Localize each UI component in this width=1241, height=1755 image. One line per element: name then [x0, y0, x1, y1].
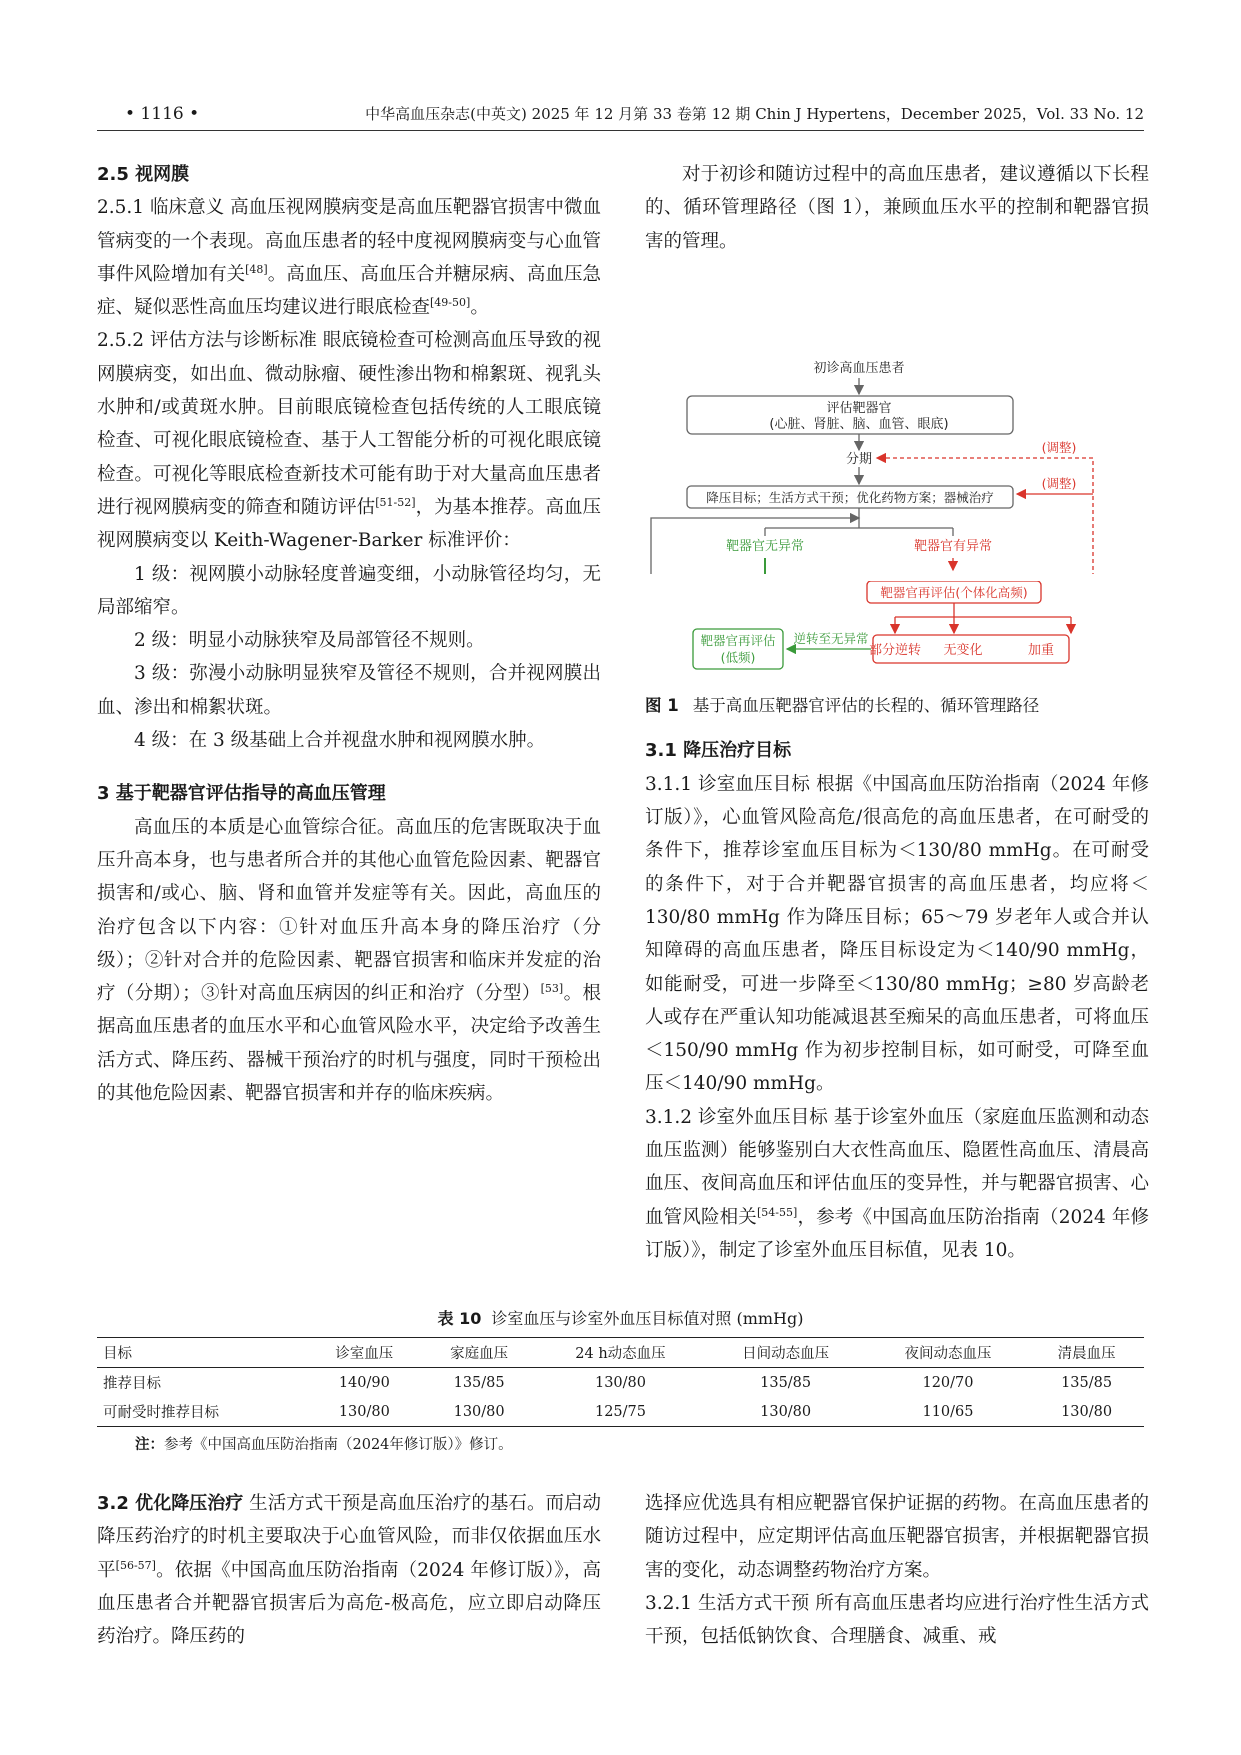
- table-cell: 可耐受时推荐目标: [103, 1405, 219, 1421]
- section-2-5-title: 2.5 视网膜: [97, 164, 190, 185]
- grade-4: 4 级：在 3 级基础上合并视盘水肿和视网膜水肿。: [134, 730, 546, 752]
- node-treatment: 降压目标；生活方式干预；优化药物方案；器械治疗: [706, 489, 994, 505]
- page-number: • 1116 •: [125, 104, 200, 124]
- table-10: [97, 1306, 1144, 1454]
- paragraph-3-1-2: 3.1.2 诊室外血压目标 基于诊室外血压（家庭血压监测和动态血压监测）能够鉴别白大衣性高血压、隐匿性高血压、清晨高血压、夜间高血压和评估血压的变异性，并与靶器官损害、心血管风险相关[54-55]，参考《中国高血压防治指南（2024 年修订版）》，制定了诊室外血压目标值，见表 10。: [645, 1106, 1149, 1261]
- intro-paragraph: 对于初诊和随访过程中的高血压患者，建议遵循以下长程的、循环管理路径（图 1），兼顾血压水平的控制和靶器官损害的管理。: [645, 164, 1149, 252]
- node-abnormality: 靶器官有异常: [913, 538, 993, 554]
- right-column: [645, 158, 1149, 1267]
- running-header: [97, 100, 1144, 131]
- node-start: 初诊高血压患者: [813, 360, 905, 376]
- paragraph-2-5-2: 2.5.2 评估方法与诊断标准 眼底镜检查可检测高血压导致的视网膜病变，如出血、微动脉瘤、硬性渗出物和棉絮斑、视乳头水肿和/或黄斑水肿。目前眼底镜检查包括传统的人工眼底镜检查、可视化眼底镜检查、基于人工智能分析的可视化眼底镜检查。可视化等眼底检查新技术可能有助于对大量高血压患者进行视网膜病变的筛查和随访评估[51-52]，为基本推荐。高血压视网膜病变以 Keith-Wagener-Barker 标准评价：: [97, 330, 601, 552]
- table-cell: 135/85: [1061, 1374, 1113, 1391]
- section-3-1-title: 3.1 降压治疗目标: [645, 740, 792, 762]
- grade-1: 1 级：视网膜小动脉轻度普遍变细，小动脉管径均匀，无局部缩窄。: [97, 563, 601, 618]
- node-stage: 分期: [845, 451, 873, 467]
- table-cell: 130/80: [453, 1403, 505, 1420]
- table-cell: 125/75: [594, 1403, 646, 1420]
- table-header-row: [97, 1338, 1144, 1368]
- node-partial-reverse: 部分逆转: [868, 643, 922, 659]
- bp-target-table: [97, 1337, 1144, 1427]
- node-reevaluate-high: 靶器官再评估(个体化高频): [880, 585, 1028, 601]
- table-header: 24 h动态血压: [575, 1346, 666, 1362]
- table-cell: 130/80: [338, 1403, 390, 1420]
- node-no-change: 无变化: [943, 643, 983, 659]
- bottom-right-column: [645, 1487, 1149, 1653]
- table-cell: 130/80: [1061, 1403, 1113, 1420]
- table-row: [97, 1397, 1144, 1427]
- section-3-title: 3 基于靶器官评估指导的高血压管理: [97, 783, 386, 805]
- flowchart: [645, 270, 1149, 574]
- table-header: 日间动态血压: [742, 1346, 830, 1362]
- label-adjust-1: (调整): [1041, 439, 1077, 455]
- table-cell: 130/80: [760, 1403, 812, 1420]
- paragraph-3-2-cont: 选择应优选具有相应靶器官保护证据的药物。在高血压患者的随访过程中，应定期评估高血压靶器官损害，并根据靶器官损害的变化，动态调整药物治疗方案。: [645, 1493, 1149, 1581]
- grade-2: 2 级：明显小动脉狭窄及局部管径不规则。: [134, 630, 485, 652]
- figure-1: [645, 270, 1149, 723]
- label-adjust-2: (调整): [1041, 475, 1077, 491]
- paragraph-3-2: 3.2 优化降压治疗 生活方式干预是高血压治疗的基石。而启动降压药治疗的时机主要取决于心血管风险，而非仅依据血压水平[56-57]。依据《中国高血压防治指南（2024 年修订版）》，高血压患者合并靶器官损害后为高危-极高危，应立即启动降压药治疗。降压药的: [97, 1493, 601, 1648]
- paragraph-3-2-1: 3.2.1 生活方式干预 所有高血压患者均应进行治疗性生活方式干预，包括低钠饮食、合理膳食、减重、戒: [645, 1592, 1149, 1648]
- table-cell: 110/65: [922, 1403, 974, 1420]
- table-header: 夜间动态血压: [904, 1346, 992, 1362]
- node-evaluate-title: 评估靶器官: [826, 400, 892, 416]
- paragraph-2-5-1: 2.5.1 临床意义 高血压视网膜病变是高血压靶器官损害中微血管病变的一个表现。高血压患者的轻中度视网膜病变与心血管事件风险增加有关[48]。高血压、高血压合并糖尿病、高血压急症、疑似恶性高血压均建议进行眼底检查[49-50]。: [97, 197, 601, 319]
- table-header: 目标: [103, 1346, 132, 1362]
- paragraph-3-1-1: 3.1.1 诊室血压目标 根据《中国高血压防治指南（2024 年修订版）》，心血管风险高危/很高危的高血压患者，在可耐受的条件下，推荐诊室血压目标为＜130/80 mmHg。在可耐受的条件下，对于合并靶器官损害的高血压患者，均应将＜130/80 mmHg 作为降压目标；65～79 岁老年人或合并认知障碍的高血压患者，降压目标设定为＜140/90 mmHg，如能耐受，可进一步降至＜130/80 mmHg；≥80 岁高龄老人或存在严重认知功能减退甚至痴呆的高血压患者，可将血压＜150/90 mmHg 作为初步控制目标，如可耐受，可降至血压＜140/90 mmHg。: [645, 773, 1149, 1095]
- grade-3: 3 级：弥漫小动脉明显狭窄及管径不规则，合并视网膜出血、渗出和棉絮状斑。: [97, 663, 601, 718]
- flowchart-lower: [645, 581, 1149, 685]
- table-10-caption: 表 10 诊室血压与诊室外血压目标值对照 (mmHg): [437, 1309, 804, 1328]
- table-header: 诊室血压: [335, 1346, 394, 1362]
- table-cell: 推荐目标: [103, 1376, 161, 1392]
- table-note: 注：参考《中国高血压防治指南（2024年修订版）》修订。: [135, 1437, 513, 1453]
- node-no-abnormality: 靶器官无异常: [725, 538, 805, 554]
- node-worsen: 加重: [1027, 643, 1055, 659]
- table-cell: 135/85: [760, 1374, 812, 1391]
- table-header: 清晨血压: [1057, 1346, 1116, 1362]
- table-cell: 135/85: [453, 1374, 505, 1391]
- figure-1-caption: 图 1 基于高血压靶器官评估的长程的、循环管理路径: [645, 696, 1040, 716]
- node-evaluate-detail: (心脏、肾脏、脑、血管、眼底): [769, 416, 949, 432]
- table-cell: 130/80: [594, 1374, 646, 1391]
- paragraph-3: 高血压的本质是心血管综合征。高血压的危害既取决于血压升高本身，也与患者所合并的其他心血管危险因素、靶器官损害和/或心、脑、肾和血管并发症等有关。因此，高血压的治疗包含以下内容：①针对血压升高本身的降压治疗（分级）；②针对合并的危险因素、靶器官损害和临床并发症的治疗（分期）；③针对高血压病因的纠正和治疗（分型）[53]。根据高血压患者的血压水平和心血管风险水平，决定给予改善生活方式、降压药、器械干预治疗的时机与强度，同时干预检出的其他危险因素、靶器官损害和并存的临床疾病。: [97, 816, 601, 1105]
- table-row: [97, 1368, 1144, 1398]
- label-reverse: 逆转至无异常: [793, 631, 869, 647]
- journal-info: 中华高血压杂志(中英文) 2025 年 12 月第 33 卷第 12 期 Chin J Hypertens，December 2025，Vol. 33 No. 12: [365, 105, 1144, 123]
- table-cell: 140/90: [338, 1374, 390, 1391]
- table-cell: 120/70: [922, 1374, 974, 1391]
- node-reevaluate-low-freq: (低频): [720, 650, 756, 666]
- table-header: 家庭血压: [450, 1346, 509, 1362]
- left-column: [97, 158, 601, 1110]
- node-reevaluate-low-title: 靶器官再评估: [700, 633, 776, 649]
- bottom-left-column: [97, 1487, 601, 1653]
